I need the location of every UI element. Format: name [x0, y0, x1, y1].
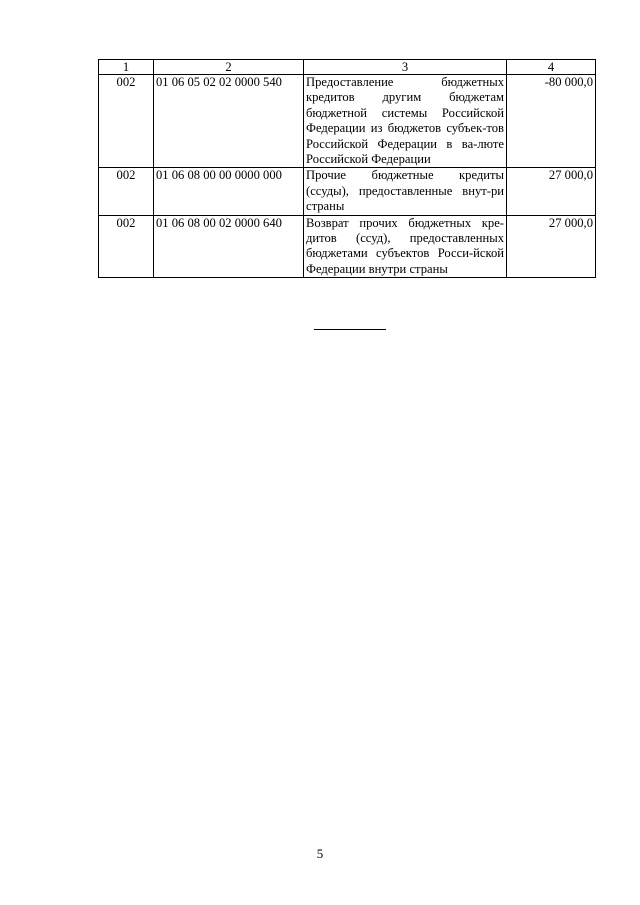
description-cell: Прочие бюджетные кредиты (ссуды), предоставленные внут-ри страны — [304, 168, 507, 215]
budget-code-cell: 01 06 08 00 02 0000 640 — [154, 215, 304, 278]
description-cell: Предоставление бюджетных кредитов другим бюджетам бюджетной системы Российской Федерации из бюджетов субъек-тов Российской Федерации в ва-люте Российской Федерации — [304, 75, 507, 168]
end-of-document-rule — [314, 329, 386, 330]
amount-cell: 27 000,0 — [507, 168, 596, 215]
table-header-row — [99, 60, 596, 75]
admin-code-cell: 002 — [99, 215, 154, 278]
page-number: 5 — [316, 846, 324, 861]
column-header-3: 3 — [304, 60, 507, 75]
budget-code-cell: 01 06 05 02 02 0000 540 — [154, 75, 304, 168]
column-header-4: 4 — [507, 60, 596, 75]
budget-code-cell: 01 06 08 00 00 0000 000 — [154, 168, 304, 215]
amount-cell: 27 000,0 — [507, 215, 596, 278]
table-row — [99, 75, 596, 168]
admin-code-cell: 002 — [99, 168, 154, 215]
column-header-2: 2 — [154, 60, 304, 75]
table-row — [99, 215, 596, 278]
amount-cell: -80 000,0 — [507, 75, 596, 168]
table-row — [99, 168, 596, 215]
admin-code-cell: 002 — [99, 75, 154, 168]
column-header-1: 1 — [99, 60, 154, 75]
budget-table — [98, 59, 596, 278]
description-cell: Возврат прочих бюджетных кре-дитов (ссуд), предоставленных бюджетами субъектов Росси-йской Федерации внутри страны — [304, 215, 507, 278]
